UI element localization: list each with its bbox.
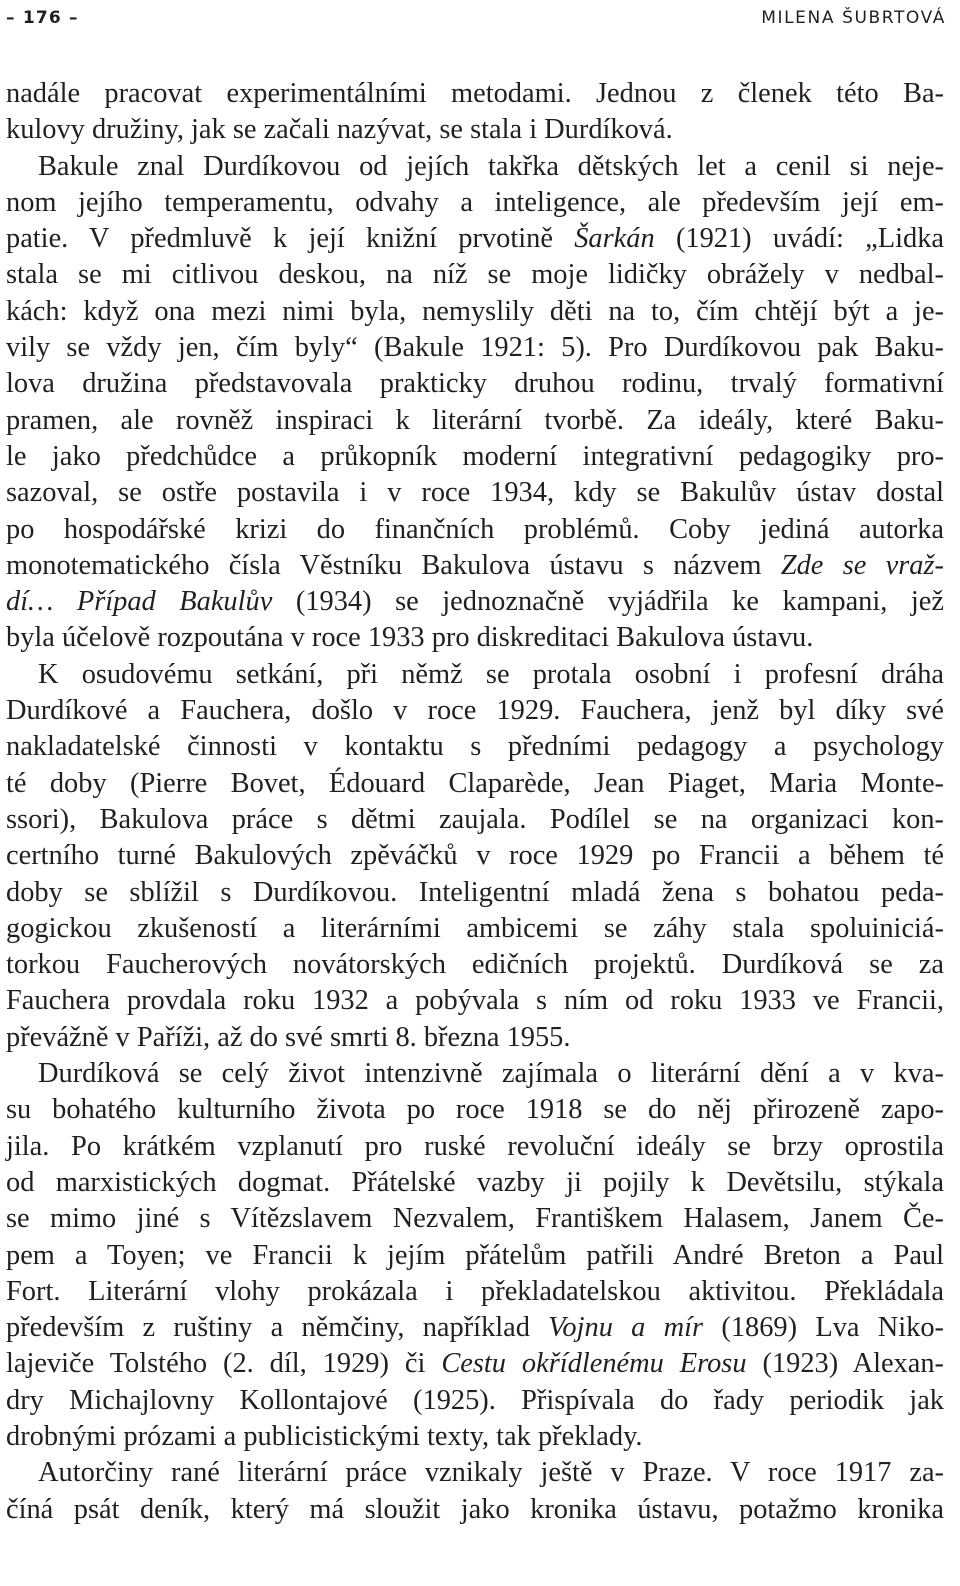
text-line [6,1310,944,1346]
text-segment: Fort. Literární vlohy prokázala i překladatelskou aktivitou. Překládala [6,1275,944,1307]
text-line [6,1020,944,1056]
text-segment: převážně v Paříži, až do své smrti 8. března 1955. [6,1021,571,1053]
text-line [6,330,944,366]
text-segment: sazoval, se ostře postavila i v roce 1934, kdy se Bakulův ústav dostal [6,477,944,509]
text-segment: jila. Po krátkém vzplanutí pro ruské revoluční ideály se brzy oprostila [6,1130,944,1162]
text-line [6,1201,944,1237]
running-head-author: MILENA ŠUBRTOVÁ [761,8,946,28]
text-line [6,294,944,330]
text-line [6,1274,944,1310]
text-segment: byla účelově rozpoutána v roce 1933 pro diskreditaci Bakulova ústavu. [6,622,814,654]
text-segment: (1869) Lva Niko- [703,1312,945,1344]
text-line [6,620,944,656]
text-segment: le jako předchůdce a průkopník moderní integrativní pedagogiky pro- [6,440,944,472]
text-line [6,1383,944,1419]
text-line [6,76,944,112]
text-line [6,766,944,802]
text-segment: se mimo jiné s Vítězslavem Nezvalem, Františkem Halasem, Janem Če- [6,1203,944,1235]
text-line [6,729,944,765]
text-segment: vily se vždy jen, čím byly“ (Bakule 1921: 5). Pro Durdíkovou pak Baku- [6,332,944,364]
text-line [6,1346,944,1382]
text-segment: po hospodářské krizi do finančních problémů. Coby jediná autorka [6,513,944,545]
text-segment: nom jejího temperamentu, odvahy a inteligence, ale především její em- [6,186,944,218]
text-line [6,911,944,947]
text-line [6,439,944,475]
text-segment: nadále pracovat experimentálními metodami. Jednou z členek této Ba- [6,78,944,109]
text-line [6,1419,944,1455]
text-line [6,1092,944,1128]
text-segment: stala se mi citlivou deskou, na níž se moje lidičky obrážely v nedbal- [6,259,944,291]
text-segment: certního turné Bakulových zpěváčků v roce 1929 po Francii a během té [6,840,944,872]
text-line [6,548,944,584]
text-segment: pramen, ale rovněž inspiraci k literární tvorbě. Za ideály, které Baku- [6,404,944,436]
text-line [6,802,944,838]
text-line [6,112,944,148]
body-text [6,76,944,1528]
text-line [6,1455,944,1491]
page-number: – 176 – [6,8,79,28]
text-line [6,475,944,511]
text-segment: drobnými prózami a publicistickými texty, tak překlady. [6,1420,643,1452]
text-line [6,947,944,983]
text-segment: ssori), Bakulova práce s dětmi zaujala. Podílel se na organizaci kon- [6,803,944,835]
text-segment: K osudovému setkání, při němž se protala osobní i profesní dráha [38,658,944,690]
text-segment: gogickou zkušeností a literárními ambicemi se záhy stala spoluiniciá- [6,912,944,944]
text-segment: pem a Toyen; ve Francii k jejím přátelům patřili André Breton a Paul [6,1239,944,1271]
italic-title: dí… Případ Bakulův [6,586,273,618]
text-line [6,1056,944,1092]
text-segment: Bakule znal Durdíkovou od jejích takřka dětských let a cenil si neje- [38,150,944,182]
text-line [6,257,944,293]
text-segment: (1923) Alexan- [746,1348,945,1380]
text-line [6,403,944,439]
text-segment: Durdíkové a Fauchera, došlo v roce 1929. Fauchera, jenž byl díky své [6,695,944,727]
text-segment: lajeviče Tolstého (2. díl, 1929) či [6,1348,442,1380]
text-line [6,149,944,185]
text-segment: především z ruštiny a němčiny, například [6,1312,549,1344]
text-segment: dry Michajlovny Kollontajové (1925). Přispívala do řady periodik jak [6,1384,944,1416]
text-segment: doby se sblížil s Durdíkovou. Inteligentní mladá žena s bohatou peda- [6,876,944,908]
text-line [6,221,944,257]
text-segment: nakladatelské činnosti v kontaktu s předními pedagogy a psychology [6,731,944,763]
text-line [6,657,944,693]
text-segment: kulovy družiny, jak se začali nazývat, se stala i Durdíková. [6,114,673,146]
text-line [6,693,944,729]
text-line [6,1129,944,1165]
text-line [6,838,944,874]
text-line [6,1165,944,1201]
text-segment: (1934) se jednoznačně vyjádřila ke kampani, jež [272,586,945,618]
text-segment: torkou Faucherových novátorských edičních projektů. Durdíková se za [6,949,944,981]
text-segment: od marxistických dogmat. Přátelské vazby ji pojily k Devětsilu, stýkala [6,1166,944,1198]
italic-title: Zde se vraž- [780,549,945,581]
text-line [6,1238,944,1274]
text-segment: Autorčiny rané literární práce vznikaly ještě v Praze. V roce 1917 za- [38,1457,944,1489]
text-line [6,875,944,911]
text-line [6,983,944,1019]
text-segment: kách: když ona mezi nimi byla, nemyslily děti na to, čím chtějí být a je- [6,295,944,327]
text-line [6,185,944,221]
text-line [6,1492,944,1528]
text-segment: (1921) uvádí: „Lidka [654,223,944,255]
text-line [6,366,944,402]
text-segment: patie. V předmluvě k její knižní prvotině [6,223,575,255]
text-segment: Fauchera provdala roku 1932 a pobývala s ním od roku 1933 ve Francii, [6,985,944,1017]
text-segment: Durdíková se celý život intenzivně zajímala o literární dění a v kva- [38,1058,944,1090]
text-segment: té doby (Pierre Bovet, Édouard Claparède, Jean Piaget, Maria Monte- [6,767,944,799]
text-segment: su bohatého kulturního života po roce 1918 se do něj přirozeně zapo- [6,1094,944,1126]
text-segment: lova družina představovala prakticky druhou rodinu, trvalý formativní [6,368,944,400]
italic-title: Cestu okřídlenému Erosu [441,1348,747,1380]
running-head [6,6,946,30]
italic-title: Vojnu a mír [548,1312,704,1344]
text-segment: monotematického čísla Věstníku Bakulova ústavu s názvem [6,549,781,581]
text-segment: číná psát deník, který má sloužit jako kronika ústavu, potažmo kronika [6,1493,944,1525]
text-line [6,512,944,548]
text-line [6,584,944,620]
italic-title: Šarkán [574,223,655,255]
